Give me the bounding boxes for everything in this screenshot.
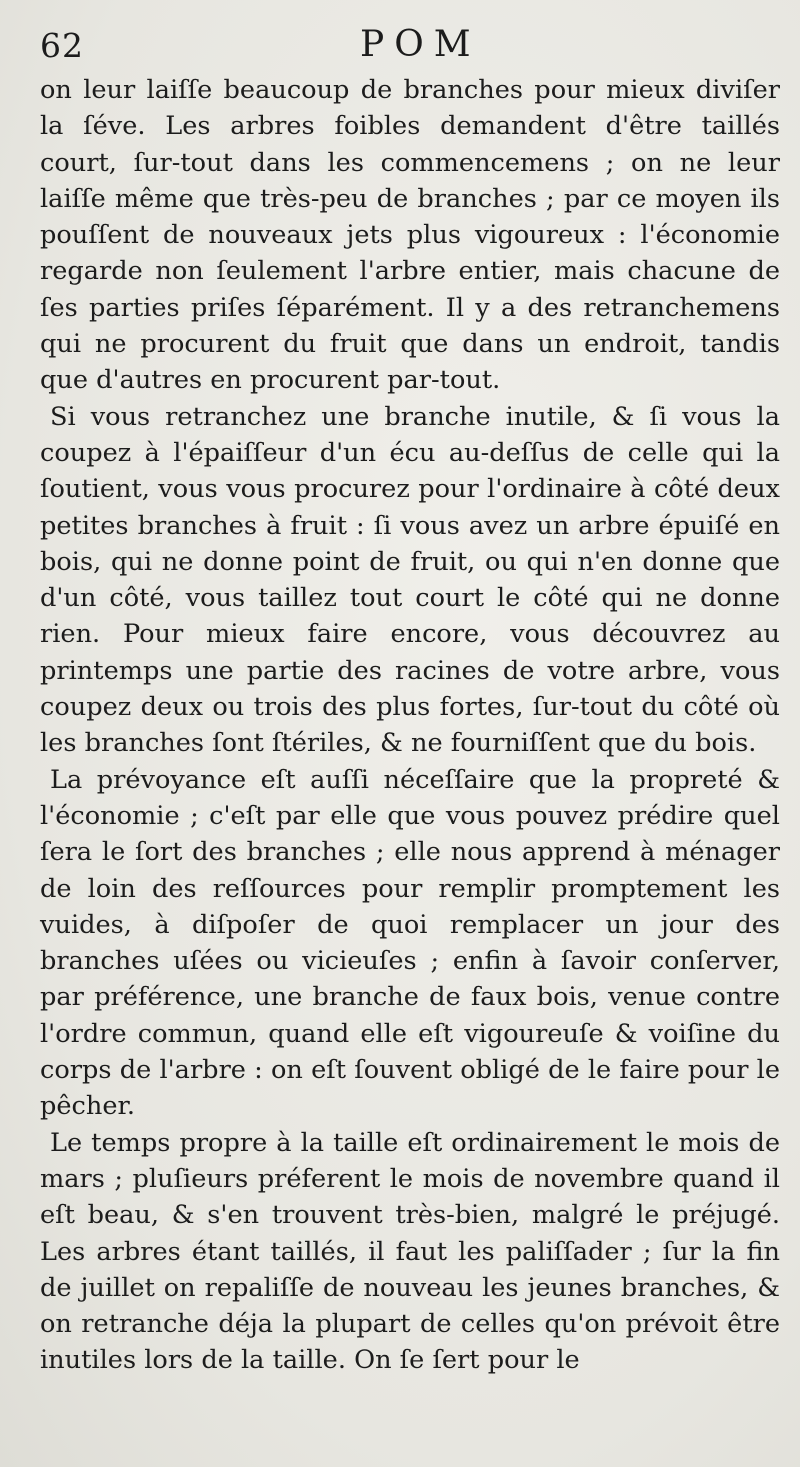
page-header — [40, 16, 780, 72]
running-head: POM — [360, 24, 481, 65]
body-text — [40, 72, 780, 1379]
paragraph-1: on leur laiſſe beaucoup de branches pour mieux diviſer la ſéve. Les arbres foibles demandent d'être taillés court, ſur-tout dans les commencemens ; on ne leur laiſſe même que très-peu de branches ; par ce moyen ils pouſſent de nouveaux jets plus vigoureux : l'économie regarde non ſeulement l'arbre entier, mais chacune de ſes parties priſes ſéparément. Il y a des retranchemens qui ne procurent du fruit que dans un endroit, tandis que d'autres en procurent par-tout. — [40, 75, 780, 396]
page-number: 62 — [40, 26, 84, 65]
paragraph-2: Si vous retranchez une branche inutile, & ſi vous la coupez à l'épaiſſeur d'un écu au-deſſus de celle qui la ſoutient, vous vous procurez pour l'ordinaire à côté deux petites branches à fruit : ſi vous avez un arbre épuiſé en bois, qui ne donne point de fruit, ou qui n'en donne que d'un côté, vous taillez tout court le côté qui ne donne rien. Pour mieux faire encore, vous découvrez au printemps une partie des racines de votre arbre, vous coupez deux ou trois des plus fortes, ſur-tout du côté où les branches ſont ſtériles, & ne fourniſſent que du bois. — [40, 401, 780, 759]
paragraph-3: La prévoyance eſt auſſi néceſſaire que la propreté & l'économie ; c'eſt par elle que vous pouvez prédire quel ſera le ſort des branches ; elle nous apprend à ménager de loin des reſſources pour remplir promptement les vuides, à diſpoſer de quoi remplacer un jour des branches uſées ou vicieuſes ; enfin à ſavoir conſerver, par préférence, une branche de faux bois, venue contre l'ordre commun, quand elle eſt vigoureuſe & voiſine du corps de l'arbre : on eſt ſouvent obligé de le faire pour le pêcher. — [40, 764, 780, 1122]
paragraph-4: Le temps propre à la taille eſt ordinairement le mois de mars ; pluſieurs préferent le mois de novembre quand il eſt beau, & s'en trouvent très-bien, malgré le préjugé. Les arbres étant taillés, il faut les paliſſader ; ſur la fin de juillet on repaliſſe de nouveau les jeunes branches, & on retranche déja la plupart de celles qu'on prévoit être inutiles lors de la taille. On ſe ſert pour le — [40, 1127, 780, 1376]
